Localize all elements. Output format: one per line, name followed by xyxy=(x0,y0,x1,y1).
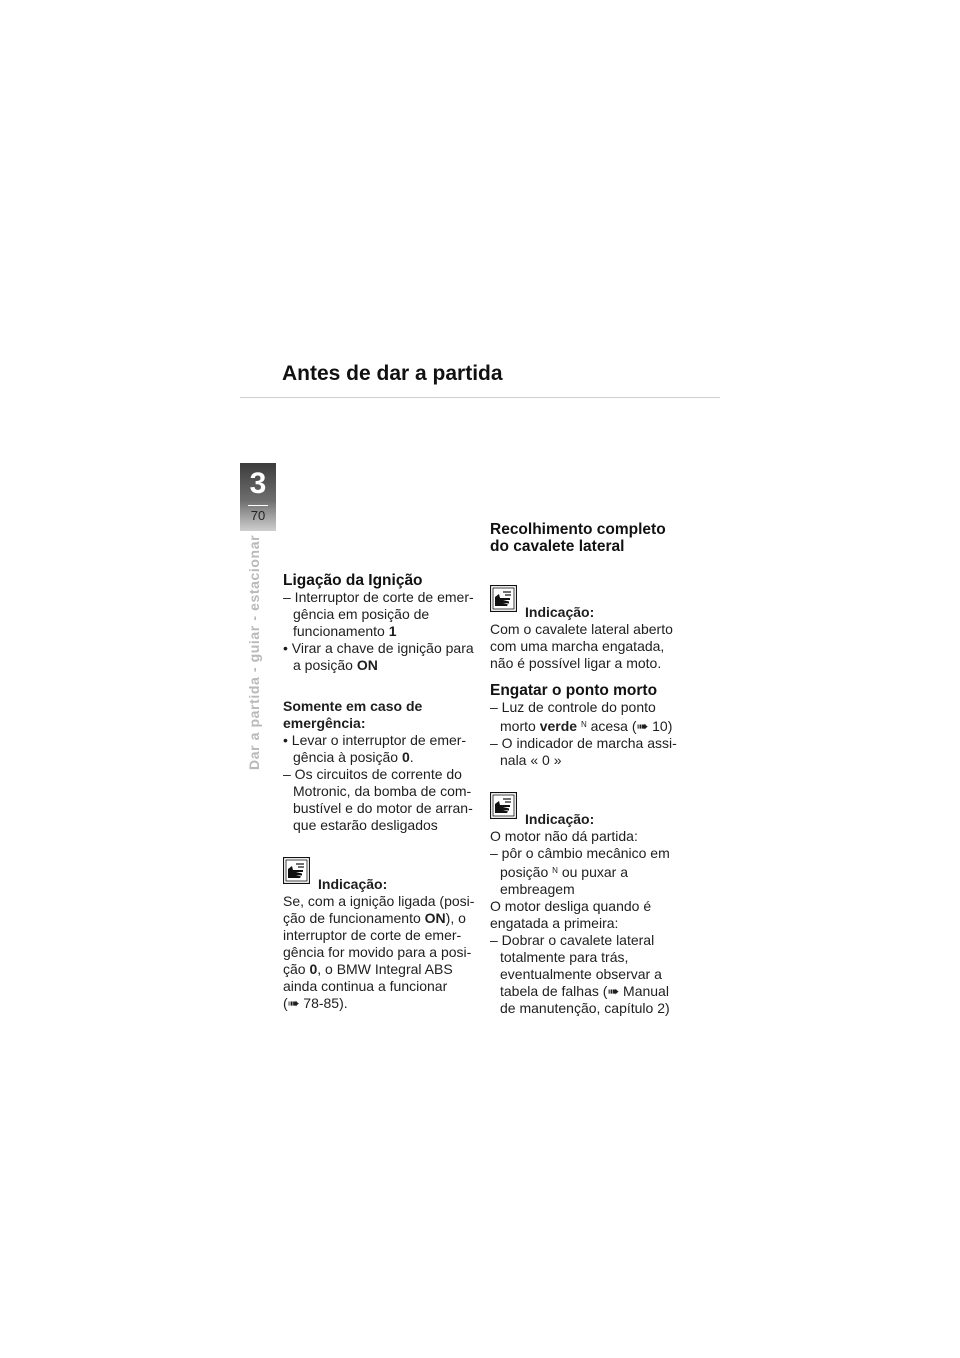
list-item: • Levar o interruptor de emer- xyxy=(283,732,467,748)
note-text: interruptor de corte de emer- xyxy=(283,927,462,943)
list-item-cont: embreagem xyxy=(500,881,575,897)
note-text: ção 0, o BMW Integral ABS xyxy=(283,961,453,977)
note-text: (➠ 78-85). xyxy=(283,995,348,1011)
list-item-cont: de manutenção, capítulo 2) xyxy=(500,1000,670,1016)
note-text: ainda continua a funcionar xyxy=(283,978,448,994)
chapter-tab xyxy=(240,463,276,531)
note-text: engatada a primeira: xyxy=(490,915,619,931)
list-item: – Os circuitos de corrente do xyxy=(283,766,462,782)
list-item-cont: a posição ON xyxy=(293,657,378,673)
note-text: O motor não dá partida: xyxy=(490,828,638,844)
note-text: gência for movido para a posi- xyxy=(283,944,472,960)
list-item-cont: funcionamento 1 xyxy=(293,623,397,639)
right-column xyxy=(490,521,695,1017)
title-divider xyxy=(240,397,720,398)
note-hand-icon xyxy=(490,792,517,819)
heading-side-stand: Recolhimento completo do cavalete lateral xyxy=(490,521,666,555)
note-header xyxy=(283,857,481,893)
emergency-title: Somente em caso de xyxy=(283,698,423,714)
list-item: – Luz de controle do ponto xyxy=(490,699,656,715)
list-item: – Interruptor de corte de emer- xyxy=(283,589,474,605)
list-item-cont: posição $^N$ ou puxar a xyxy=(500,864,628,880)
list-item: – Dobrar o cavalete lateral xyxy=(490,932,655,948)
chapter-divider xyxy=(248,505,268,506)
note-label: Indicação: xyxy=(525,811,595,827)
neutral-n-icon: N xyxy=(580,720,587,729)
note-header xyxy=(490,792,695,828)
note-text: Com o cavalete lateral aberto xyxy=(490,621,673,637)
list-item-cont: totalmente para trás, xyxy=(500,949,629,965)
heading-ignition: Ligação da Ignição xyxy=(283,572,423,589)
neutral-n-icon: N xyxy=(552,866,558,875)
list-item-cont: morto verde $^N$ acesa (➠ 10) xyxy=(500,718,673,734)
note-label: Indicação: xyxy=(318,876,388,892)
list-item: – pôr o câmbio mecânico em xyxy=(490,845,670,861)
note-label: Indicação: xyxy=(525,604,595,620)
note-text: com uma marcha engatada, xyxy=(490,638,665,654)
list-item-cont: que estarão desligados xyxy=(293,817,438,833)
chapter-number: 3 xyxy=(249,467,267,500)
list-item: • Virar a chave de ignição para xyxy=(283,640,474,656)
list-item: – O indicador de marcha assi- xyxy=(490,735,677,751)
page-number: 70 xyxy=(250,508,266,523)
list-item-cont: gência em posição de xyxy=(293,606,430,622)
note-text: O motor desliga quando é xyxy=(490,898,652,914)
note-text: Se, com a ignição ligada (posi- xyxy=(283,893,475,909)
note-text: ção de funcionamento ON), o xyxy=(283,910,466,926)
list-item-cont: Motronic, da bomba de com- xyxy=(293,783,472,799)
left-column xyxy=(283,572,481,1012)
emergency-title: emergência: xyxy=(283,715,366,731)
list-item-cont: nala « 0 » xyxy=(500,752,562,768)
list-item-cont: bustível e do motor de arran- xyxy=(293,800,473,816)
note-hand-icon xyxy=(490,585,517,612)
page-title: Antes de dar a partida xyxy=(282,362,503,385)
note-text: não é possível ligar a moto. xyxy=(490,655,662,671)
note-hand-icon xyxy=(283,857,310,884)
list-item-cont: tabela de falhas (➠ Manual xyxy=(500,983,669,999)
section-label: Dar a partida - guiar - estacionar xyxy=(246,534,262,770)
note-header xyxy=(490,585,695,621)
list-item-cont: gência à posição 0. xyxy=(293,749,414,765)
heading-neutral: Engatar o ponto morto xyxy=(490,682,658,699)
list-item-cont: eventualmente observar a xyxy=(500,966,662,982)
